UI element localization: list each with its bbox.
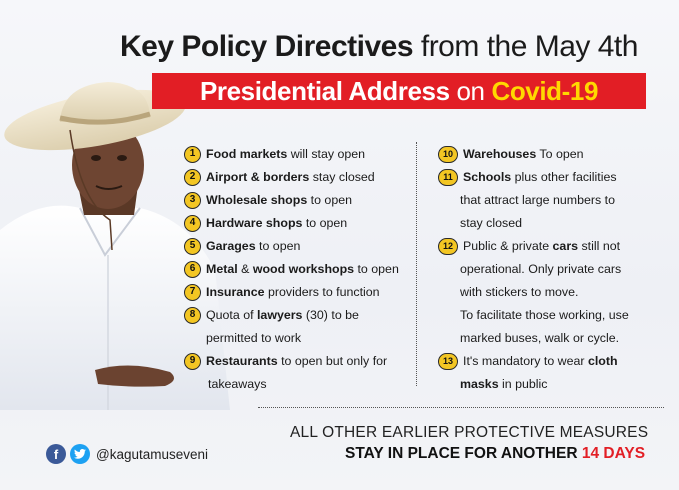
directive-bold: Food markets <box>206 147 288 161</box>
title-light: from the May 4th <box>420 30 638 63</box>
directive-text: (30) to be <box>302 308 359 322</box>
directive-text: to open <box>307 193 353 207</box>
directive-item <box>184 143 406 166</box>
title-bold: Key Policy Directives <box>120 30 414 63</box>
number-badge: 5 <box>184 238 201 255</box>
twitter-icon[interactable] <box>70 444 90 464</box>
number-badge: 11 <box>438 169 458 186</box>
directive-item <box>184 281 406 304</box>
number-badge: 7 <box>184 284 201 301</box>
directives-left-column <box>184 143 406 396</box>
footer-line-2-text: STAY IN PLACE FOR ANOTHER <box>345 445 578 462</box>
directive-item <box>438 166 674 189</box>
directive-item <box>184 304 406 327</box>
directive-text: stay closed <box>309 170 375 184</box>
number-badge: 3 <box>184 192 201 209</box>
directive-item <box>438 235 674 258</box>
directive-item <box>184 189 406 212</box>
footer-line-1: ALL OTHER EARLIER PROTECTIVE MEASURES <box>290 424 649 441</box>
directive-item <box>438 350 674 373</box>
facebook-icon[interactable]: f <box>46 444 66 464</box>
directive-text: It's mandatory to wear <box>463 354 588 368</box>
number-badge: 9 <box>184 353 201 370</box>
directive-text: & <box>237 262 253 276</box>
social-handle-text[interactable]: @kagutamuseveni <box>96 446 209 462</box>
directive-continuation: marked buses, walk or cycle. <box>460 331 620 345</box>
directive-bold: cloth <box>587 354 618 368</box>
directive-text: plus other facilities <box>511 170 617 184</box>
column-divider <box>416 142 417 386</box>
directives-right-column <box>438 143 674 396</box>
directive-text: to open but only for <box>277 354 388 368</box>
directive-continuation: takeaways <box>208 377 267 391</box>
directive-continuation: with stickers to move. <box>460 285 579 299</box>
directive-text: Public & private <box>463 239 553 253</box>
directive-bold: Airport & borders <box>206 170 310 184</box>
number-badge: 2 <box>184 169 201 186</box>
directive-bold: cars <box>552 239 579 253</box>
banner-thin: on <box>456 76 485 106</box>
directive-item <box>184 212 406 235</box>
banner-covid: Covid-19 <box>491 76 599 106</box>
number-badge: 13 <box>438 353 458 370</box>
directive-item <box>184 235 406 258</box>
number-badge: 1 <box>184 146 201 163</box>
directive-bold: Metal <box>206 262 238 276</box>
directive-text: still not <box>578 239 621 253</box>
number-badge: 6 <box>184 261 201 278</box>
number-badge: 10 <box>438 146 458 163</box>
directive-continuation: that attract large numbers to <box>460 193 615 207</box>
directive-text: Quota of <box>206 308 257 322</box>
directive-text: to open <box>302 216 348 230</box>
title-banner <box>152 73 646 109</box>
directive-bold: masks <box>460 377 499 391</box>
footer-days: 14 DAYS <box>581 445 646 462</box>
number-badge: 12 <box>438 238 458 255</box>
directive-continuation: operational. Only private cars <box>460 262 622 276</box>
directive-text: will stay open <box>287 147 366 161</box>
directive-item <box>184 166 406 189</box>
directive-text: to open <box>255 239 301 253</box>
directive-continuation: To facilitate those working, use <box>460 308 629 322</box>
directive-item <box>184 258 406 281</box>
directive-item <box>438 143 674 166</box>
directive-bold: Warehouses <box>463 147 537 161</box>
directive-text: to open <box>354 262 399 276</box>
directive-text: in public <box>498 377 548 391</box>
directive-bold: Schools <box>463 170 512 184</box>
number-badge: 8 <box>184 307 201 324</box>
page-title <box>120 30 660 64</box>
directive-bold: Insurance <box>206 285 265 299</box>
banner-bold: Presidential Address <box>199 76 450 106</box>
number-badge: 4 <box>184 215 201 232</box>
social-handle <box>46 444 208 464</box>
directive-bold: Hardware shops <box>206 216 303 230</box>
directive-bold: wood workshops <box>252 262 355 276</box>
directive-bold: Restaurants <box>206 354 278 368</box>
directive-bold: Wholesale shops <box>206 193 308 207</box>
directive-continuation: stay closed <box>460 216 522 230</box>
directive-item <box>184 350 406 373</box>
directive-bold: Garages <box>206 239 256 253</box>
footer-line-2 <box>345 444 650 464</box>
footer-divider <box>258 407 664 408</box>
directive-continuation: permitted to work <box>206 331 302 345</box>
directive-text: To open <box>536 147 584 161</box>
directive-bold: lawyers <box>256 308 303 322</box>
directive-text: providers to function <box>264 285 380 299</box>
